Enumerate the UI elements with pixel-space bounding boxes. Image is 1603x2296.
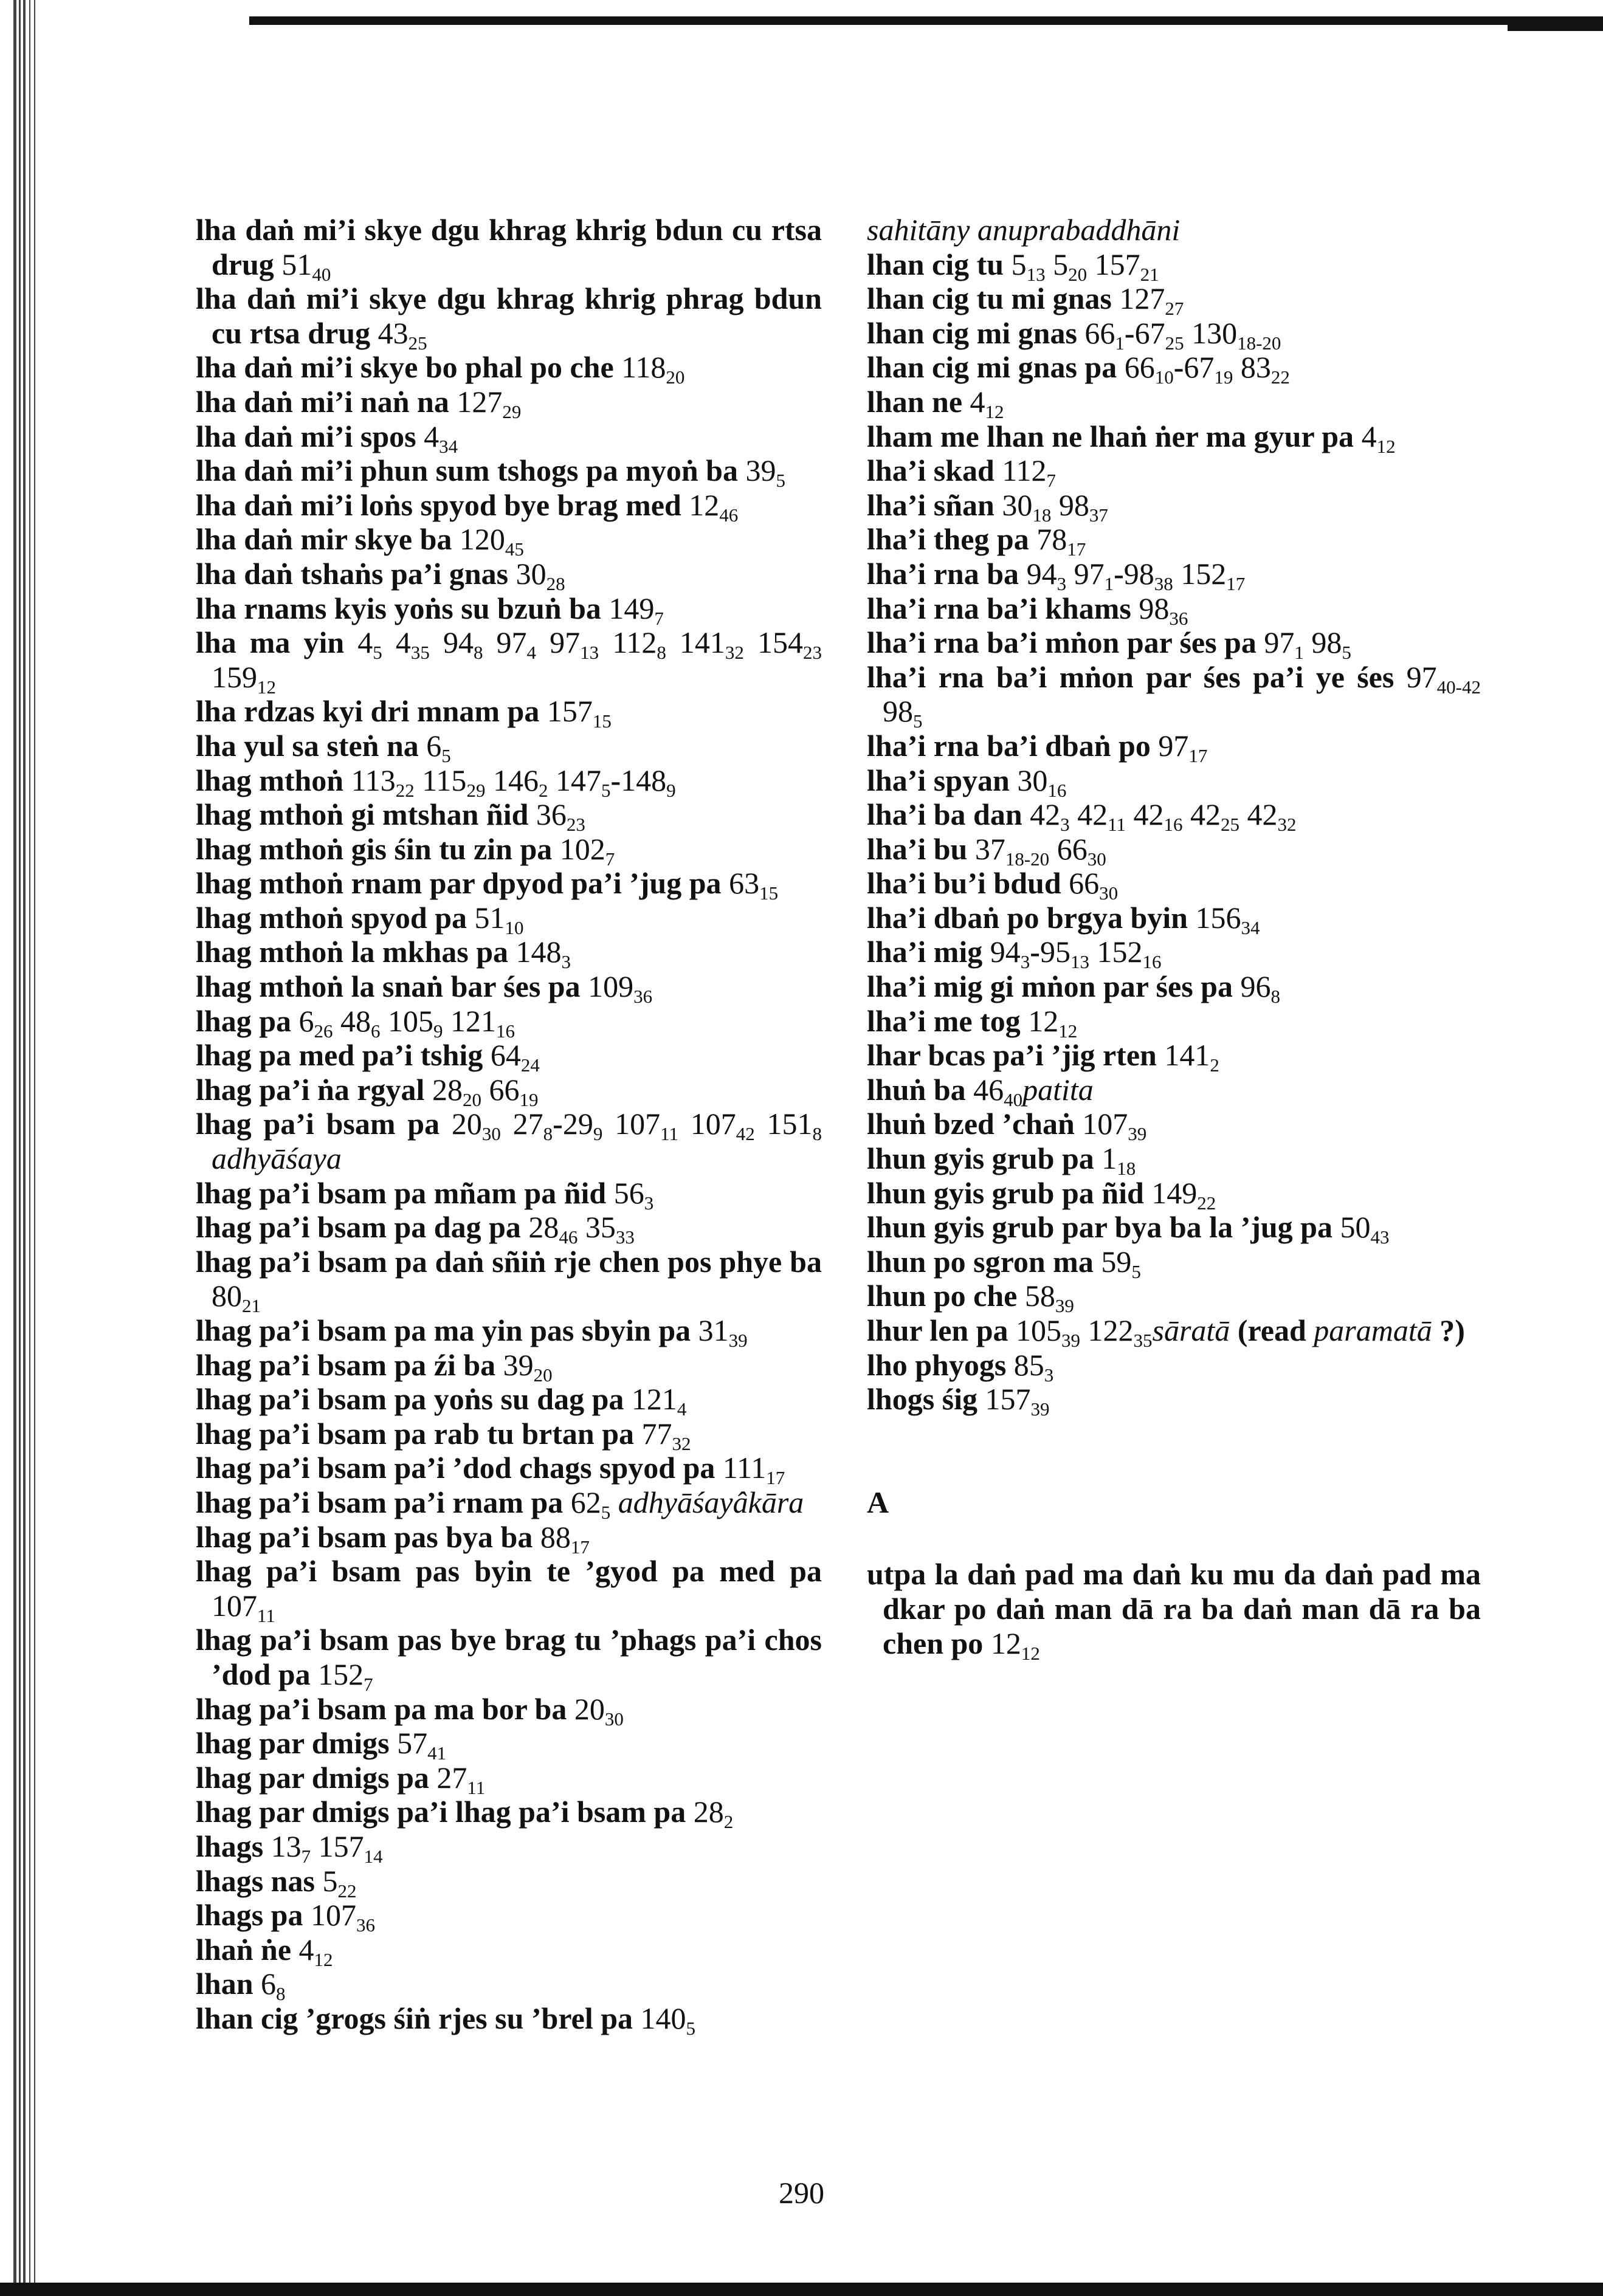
- index-entry: lham me lhan ne lhaṅ ṅer ma gyur pa $4_{12}$: [867, 419, 1396, 457]
- index-entry: lhan cig tu $5_{13}$ $5_{20}$ $157_{21}$: [867, 247, 1159, 285]
- index-entry: lhag pa $6_{26}$ $48_6$ $105_9$ $121_{16}$: [196, 1003, 515, 1042]
- index-entry: lha daṅ mir skye ba $120_{45}$: [196, 522, 524, 560]
- index-entry: lhag par dmigs pa $27_{11}$: [196, 1760, 486, 1798]
- index-entry: lha’i rna ba’i mṅon par śes pa $97_1$ $98_5$: [867, 625, 1351, 664]
- index-entry: lha daṅ mi’i loṅs spyod bye brag med $12_{46}$: [196, 487, 739, 526]
- index-entry: lhag mthoṅ rnam par dpyod pa’i ’jug pa $63_{15}$: [196, 866, 779, 904]
- index-entry: lhag pa’i bsam pa ma yin pas sbyin pa $31_{39}$: [196, 1313, 748, 1351]
- index-entry: lha’i me tog $12_{12}$: [867, 1003, 1078, 1042]
- right-column: [867, 213, 1481, 1664]
- index-entry: lhag pa’i ṅa rgyal $28_{20}$ $66_{19}$: [196, 1072, 539, 1110]
- index-entry: lha’i rna ba’i mṅon par śes pa’i ye śes $97_{40-42}$ $98_5$: [867, 659, 1481, 732]
- index-entry: lhag pa’i bsam pas bya ba $88_{17}$: [196, 1519, 590, 1558]
- index-entry: lha’i bu’i bdud $66_{30}$: [867, 866, 1119, 904]
- index-entry: lhag pa’i bsam pa $20_{30}$ $27_8-29_9$ $107_{11}$ $107_{42}$ $151_8$ adhyāśaya: [196, 1107, 822, 1176]
- index-entry: lha daṅ mi’i phun sum tshogs pa myoṅ ba $39_5$: [196, 453, 785, 492]
- index-entry: lhag pa’i bsam pa dag pa $28_{46}$ $35_{33}$: [196, 1210, 635, 1248]
- index-entry: lhan cig ’grogs śiṅ rjes su ’brel pa $140_5$: [196, 2001, 696, 2039]
- index-entry: lha daṅ tshaṅs pa’i gnas $30_{28}$: [196, 556, 565, 594]
- index-entry: lhag mthoṅ gi mtshan ñid $36_{23}$: [196, 797, 585, 836]
- index-entry: lhun gyis grub par bya ba la ’jug pa $50_{43}$: [867, 1210, 1390, 1248]
- index-entry: lhag pa’i bsam pas bye brag tu ’phags pa’i chos ’dod pa $152_7$: [196, 1623, 822, 1695]
- section-heading: A: [867, 1485, 889, 1519]
- index-entry: sahitāny anuprabaddhāni: [867, 213, 1181, 247]
- index-entry: lha daṅ mi’i naṅ na $127_{29}$: [196, 384, 522, 422]
- index-entry: lha’i rna ba’i khams $98_{36}$: [867, 591, 1188, 629]
- index-entry: lha’i rna ba $94_3$ $97_1-98_{38}$ $152_{17}$: [867, 556, 1246, 594]
- index-entry: lhags $13_7$ $157_{14}$: [196, 1829, 383, 1867]
- scan-edge: [0, 0, 43, 2296]
- page-number: 290: [779, 2176, 824, 2210]
- index-entry: lhan $6_8$: [196, 1967, 286, 2005]
- index-entry: utpa la daṅ pad ma daṅ ku mu da daṅ pad ma dkar po daṅ man dā ra ba daṅ man dā ra ba chen po $12_{12}$: [867, 1557, 1481, 1664]
- index-entry: lha’i theg pa $78_{17}$: [867, 522, 1086, 560]
- index-entry: lhag mthoṅ la mkhas pa $148_3$: [196, 935, 571, 973]
- bottom-rule: [0, 2283, 1603, 2296]
- index-entry: lhar bcas pa’i ’jig rten $141_2$: [867, 1038, 1219, 1076]
- index-entry: lhag par dmigs $57_{41}$: [196, 1726, 447, 1764]
- index-entry: lha’i mig gi mṅon par śes pa $96_8$: [867, 969, 1280, 1008]
- index-entry: lhag mthoṅ $113_{22}$ $115_{29}$ $146_2$ $147_5-148_9$: [196, 763, 676, 801]
- index-entry: lhaṅ ṅe $4_{12}$: [196, 1932, 333, 1970]
- index-entry: lhag pa’i bsam pa mñam pa ñid $56_3$: [196, 1175, 654, 1214]
- index-entry: lhogs śig $157_{39}$: [867, 1382, 1050, 1420]
- index-entry: lhag mthoṅ la snaṅ bar śes pa $109_{36}$: [196, 969, 653, 1008]
- index-entry: lha rnams kyis yoṅs su bzuṅ ba $149_7$: [196, 591, 664, 629]
- index-entry: lha’i spyan $30_{16}$: [867, 763, 1067, 801]
- right-column-entries-section-a: [867, 1557, 1481, 1664]
- index-entry: lhan cig mi gnas pa $66_{10}-67_{19}$ $83_{22}$: [867, 350, 1290, 388]
- index-entry: lhag pa’i bsam pas byin te ’gyod pa med pa $107_{11}$: [196, 1554, 822, 1626]
- index-entry: lhag pa’i bsam pa’i ’dod chags spyod pa $111_{17}$: [196, 1451, 785, 1489]
- index-entry: lhag mthoṅ gis śin tu zin pa $102_7$: [196, 831, 615, 870]
- index-entry: lha yul sa steṅ na $6_5$: [196, 728, 451, 766]
- index-entry: lhan cig tu mi gnas $127_{27}$: [867, 281, 1184, 320]
- index-entry: lhuṅ bzed ’chaṅ $107_{39}$: [867, 1107, 1147, 1145]
- index-entry: lha daṅ mi’i skye dgu khrag khrig phrag bdun cu rtsa drug $43_{25}$: [196, 281, 822, 354]
- index-entry: lha’i mig $94_3-95_{13}$ $152_{16}$: [867, 935, 1162, 973]
- index-entry: lhun po sgron ma $59_5$: [867, 1244, 1141, 1282]
- index-entry: lhun gyis grub pa $1_{18}$: [867, 1141, 1136, 1180]
- index-entry: lho phyogs $85_3$: [867, 1347, 1054, 1386]
- index-entry: lhag pa med pa’i tshig $64_{24}$: [196, 1038, 540, 1076]
- right-column-entries: [867, 213, 1481, 1420]
- index-entry: lha’i bu $37_{18-20}$ $66_{30}$: [867, 831, 1106, 870]
- index-entry: lhag pa’i bsam pa ma bor ba $20_{30}$: [196, 1691, 624, 1730]
- index-entry: lha’i ba dan $42_3$ $42_{11}$ $42_{16}$ $42_{25}$ $42_{32}$: [867, 797, 1297, 836]
- index-entry: lhag mthoṅ spyod pa $51_{10}$: [196, 900, 524, 938]
- index-entry: lhags pa $107_{36}$: [196, 1898, 375, 1936]
- index-entry: lhun gyis grub pa ñid $149_{22}$: [867, 1175, 1216, 1214]
- index-entry: lhag par dmigs pa’i lhag pa’i bsam pa $28_2$: [196, 1795, 734, 1833]
- index-entry: lha’i rna ba’i dbaṅ po $97_{17}$: [867, 728, 1208, 766]
- index-entry: lha daṅ mi’i skye bo phal po che $118_{20}$: [196, 350, 685, 388]
- index-entry: lha rdzas kyi dri mnam pa $157_{15}$: [196, 694, 612, 732]
- index-entry: lhag pa’i bsam pa źi ba $39_{20}$: [196, 1347, 553, 1386]
- index-entry: lha’i skad $112_7$: [867, 453, 1056, 492]
- index-entry: lhag pa’i bsam pa yoṅs su dag pa $121_4$: [196, 1382, 687, 1420]
- index-entry: lhag pa’i bsam pa rab tu brtan pa $77_{32}$: [196, 1416, 691, 1454]
- index-entry: lhag pa’i bsam pa daṅ sñiṅ rje chen pos phye ba $80_{21}$: [196, 1244, 822, 1317]
- index-entry: lhan ne $4_{12}$: [867, 384, 1004, 422]
- index-entry: lha daṅ mi’i skye dgu khrag khrig bdun cu rtsa drug $51_{40}$: [196, 213, 822, 285]
- top-rule: [249, 16, 1603, 25]
- top-rule-end: [1508, 18, 1603, 31]
- index-entry: lhuṅ ba $46_{40}patita$: [867, 1072, 1094, 1110]
- index-entry: lha’i dbaṅ po brgya byin $156_{34}$: [867, 900, 1260, 938]
- index-entry: lhun po che $58_{39}$: [867, 1279, 1074, 1317]
- index-entry: lha’i sñan $30_{18}$ $98_{37}$: [867, 487, 1108, 526]
- index-entry: lhan cig mi gnas $66_1-67_{25}$ $130_{18-20}$: [867, 315, 1281, 354]
- index-entry: lha ma yin $4_5$ $4_{35}$ $94_8$ $97_4$ $97_{13}$ $112_8$ $141_{32}$ $154_{23}$ $159_{12}$: [196, 625, 822, 698]
- index-entry: lhags nas $5_{22}$: [196, 1863, 357, 1902]
- index-entry: lhag pa’i bsam pa’i rnam pa $62_5$ adhyāśayâkāra: [196, 1485, 804, 1523]
- left-column: [196, 213, 822, 2039]
- index-entry: lha daṅ mi’i spos $4_{34}$: [196, 419, 458, 457]
- index-entry: lhur len pa $105_{39}$ $122_{35}sāratā$ (read paramatā ?): [867, 1313, 1465, 1351]
